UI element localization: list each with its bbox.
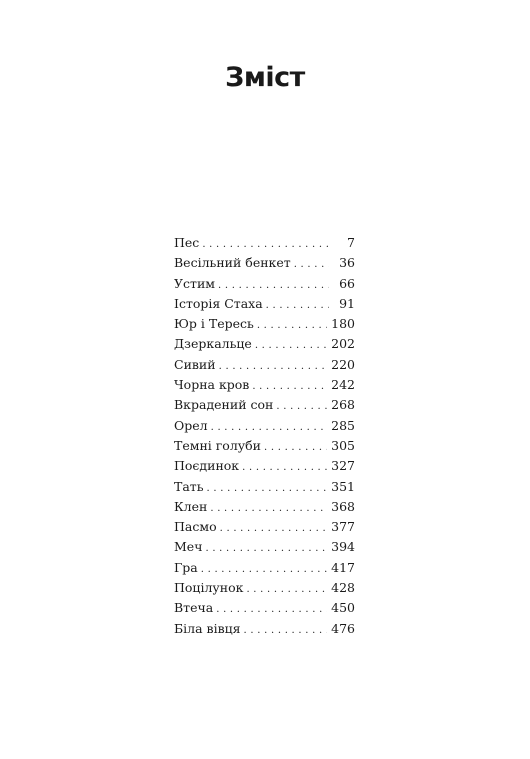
toc-entry xyxy=(174,497,355,517)
toc-entry-title: Вкрадений сон xyxy=(174,397,274,413)
toc-entry xyxy=(174,578,355,598)
dot-leader xyxy=(205,539,327,559)
toc-entry-page-number: 220 xyxy=(331,356,355,372)
dot-leader xyxy=(264,438,327,458)
toc-entry-title: Історія Стаха xyxy=(174,295,263,311)
toc-entry-page-number: 377 xyxy=(331,519,355,535)
dot-leader xyxy=(246,580,327,600)
dot-leader xyxy=(211,418,328,438)
dot-leader xyxy=(294,255,329,275)
toc-entry-title: Меч xyxy=(174,539,203,555)
dot-leader xyxy=(210,499,327,519)
toc-entry-title: Темні голуби xyxy=(174,437,261,453)
toc-entry-page-number: 180 xyxy=(331,316,355,332)
dot-leader xyxy=(257,316,327,336)
toc-entry xyxy=(174,436,355,456)
toc-entry xyxy=(174,456,355,476)
toc-entry xyxy=(174,314,355,334)
toc-entry-page-number: 368 xyxy=(331,498,355,514)
dot-leader xyxy=(244,621,328,641)
toc-entry-title: Втеча xyxy=(174,600,214,616)
dot-leader xyxy=(207,479,328,499)
toc-entry xyxy=(174,334,355,354)
toc-entry-page-number: 66 xyxy=(339,275,355,291)
toc-entry-page-number: 476 xyxy=(331,620,355,636)
toc-entry xyxy=(174,355,355,375)
toc-entry xyxy=(174,477,355,497)
dot-leader xyxy=(220,519,328,539)
toc-entry-page-number: 36 xyxy=(339,255,355,271)
toc-entry xyxy=(174,416,355,436)
toc-entry-page-number: 268 xyxy=(331,397,355,413)
toc-entry-page-number: 91 xyxy=(339,295,355,311)
toc-entry-title: Юр і Тересь xyxy=(174,316,254,332)
toc-entry-page-number: 242 xyxy=(331,377,355,393)
dot-leader xyxy=(255,336,327,356)
toc-entry xyxy=(174,537,355,557)
toc-entry-title: Орел xyxy=(174,417,208,433)
toc-entry xyxy=(174,517,355,537)
toc-entry xyxy=(174,619,355,639)
dot-leader xyxy=(218,276,329,296)
toc-entry-page-number: 327 xyxy=(331,458,355,474)
page-title: Зміст xyxy=(225,62,305,93)
toc-entry-title: Поцілунок xyxy=(174,580,244,596)
toc-entry xyxy=(174,375,355,395)
toc-entry-page-number: 394 xyxy=(331,539,355,555)
toc-entry-title: Поєдинок xyxy=(174,458,240,474)
toc-entry-title: Дзеркальце xyxy=(174,336,252,352)
toc-entry-page-number: 305 xyxy=(331,437,355,453)
toc-entry-page-number: 450 xyxy=(331,600,355,616)
toc-entry-title: Устим xyxy=(174,275,216,291)
toc-entry-title: Пес xyxy=(174,235,200,250)
dot-leader xyxy=(252,377,327,397)
dot-leader xyxy=(201,560,327,580)
toc-entry xyxy=(174,558,355,578)
toc-entry-title: Весільний бенкет xyxy=(174,255,291,271)
toc-entry xyxy=(174,253,355,273)
toc-entry-page-number: 7 xyxy=(347,235,355,250)
toc-entry-title: Сивий xyxy=(174,356,216,372)
dot-leader xyxy=(276,397,327,417)
toc-entry xyxy=(174,395,355,415)
toc-entry xyxy=(174,598,355,618)
dot-leader xyxy=(266,296,329,316)
toc-entry-title: Біла вівця xyxy=(174,620,241,636)
toc-entry-page-number: 351 xyxy=(331,478,355,494)
dot-leader xyxy=(219,357,328,377)
table-of-contents xyxy=(174,233,355,639)
toc-entry-page-number: 285 xyxy=(331,417,355,433)
toc-entry xyxy=(174,294,355,314)
toc-entry-page-number: 202 xyxy=(331,336,355,352)
dot-leader xyxy=(202,235,329,255)
toc-entry-title: Чорна кров xyxy=(174,377,250,393)
toc-entry xyxy=(174,274,355,294)
toc-entry-title: Тать xyxy=(174,478,204,494)
toc-entry xyxy=(174,233,355,253)
dot-leader xyxy=(216,600,327,620)
toc-entry-title: Гра xyxy=(174,559,198,575)
toc-entry-page-number: 428 xyxy=(331,580,355,596)
toc-entry-page-number: 417 xyxy=(331,559,355,575)
toc-entry-title: Клен xyxy=(174,498,208,514)
dot-leader xyxy=(242,458,327,478)
toc-entry-title: Пасмо xyxy=(174,519,217,535)
